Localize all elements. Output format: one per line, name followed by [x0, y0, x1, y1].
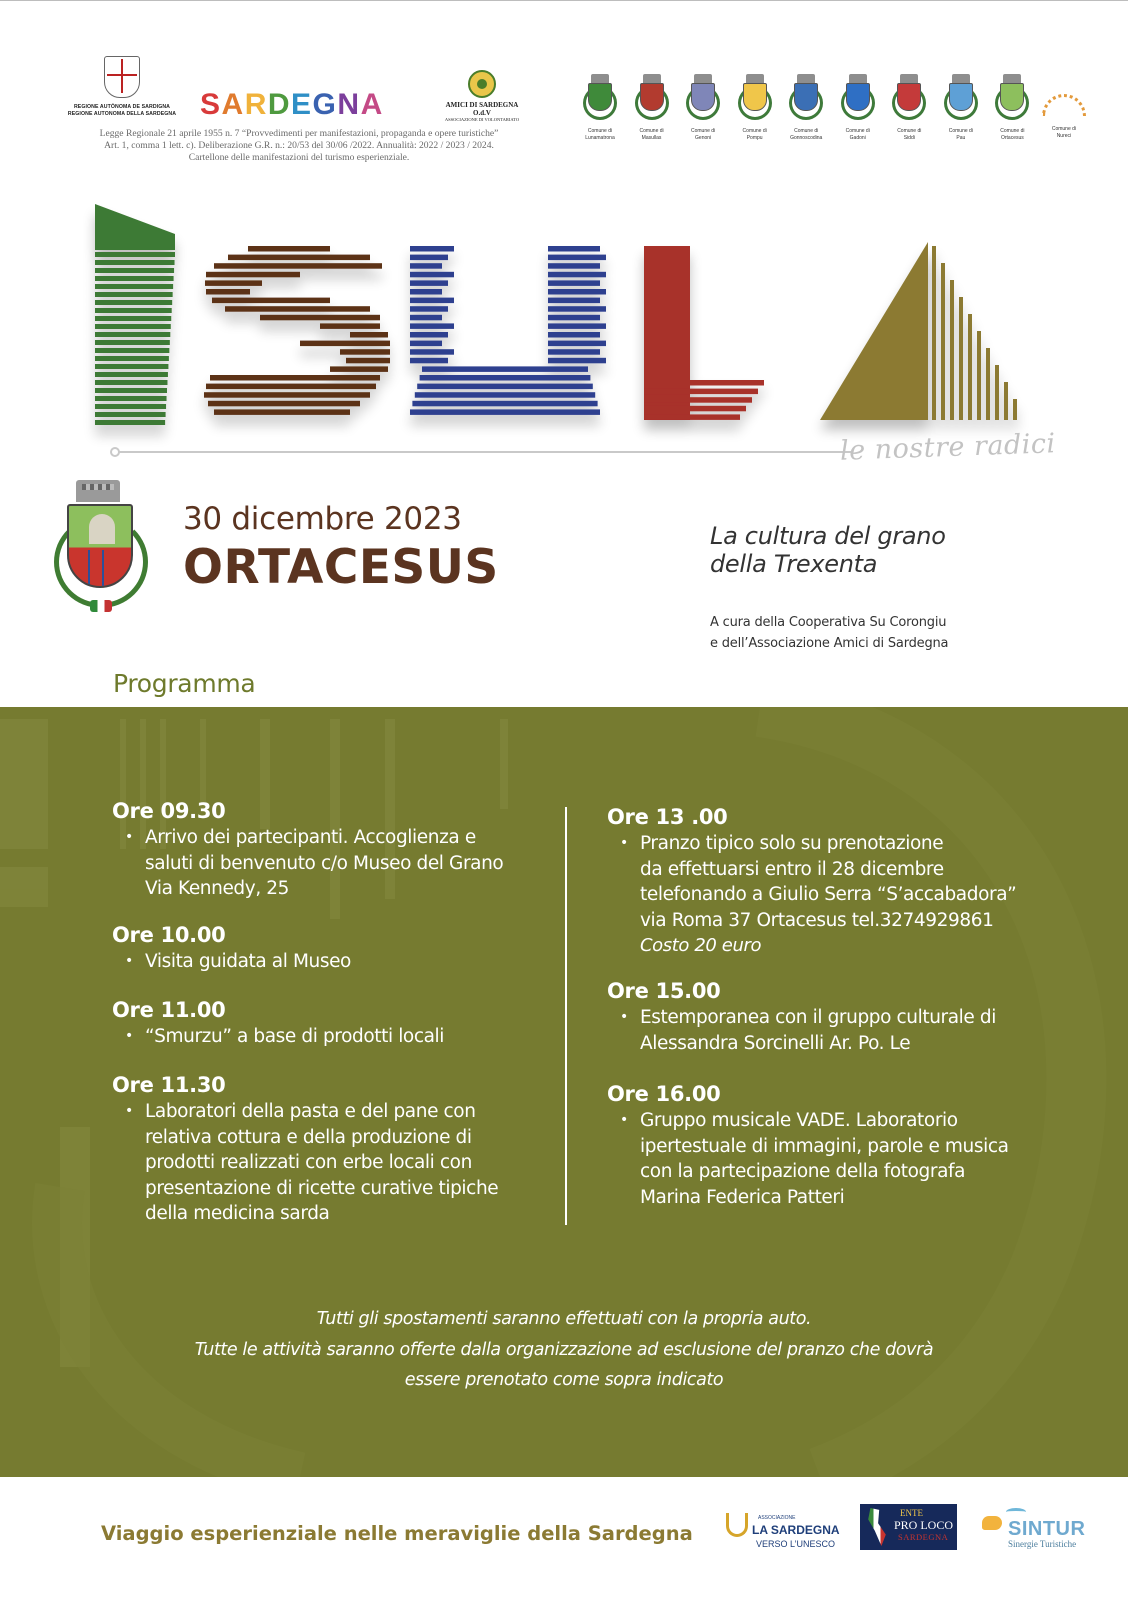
municipality-crest	[885, 74, 933, 156]
schedule-slot	[112, 798, 542, 902]
ortacesus-crest-icon	[52, 480, 150, 620]
letter-i-stripe	[95, 396, 167, 401]
letter-u-stripe	[410, 306, 448, 312]
letter-u-stripe	[410, 341, 442, 347]
letter-u-stripe	[410, 263, 442, 269]
letter-u-stripe	[548, 332, 600, 338]
event-curators	[710, 612, 948, 654]
unesco-logo-small: ASSOCIAZIONE	[758, 1515, 796, 1521]
letter-u-stripe	[548, 263, 600, 269]
letter-u-stripe	[548, 306, 606, 312]
law-reference	[66, 128, 532, 165]
letter-u-stripe	[410, 298, 454, 304]
curator-line: e dell’Associazione Amici di Sardegna	[710, 636, 949, 651]
schedule-slot	[112, 1072, 542, 1227]
unesco-logo-name: LA SARDEGNA	[752, 1523, 840, 1537]
letter-u-stripe	[410, 289, 442, 295]
municipality-crest	[834, 74, 882, 156]
programme-band	[0, 707, 1128, 1477]
municipality-crest	[679, 74, 727, 156]
proloco-line: SARDEGNA	[898, 1532, 949, 1542]
municipality-name: Gonnoscodina	[790, 134, 823, 141]
letter-i-stripe	[95, 260, 175, 265]
column-divider	[565, 807, 567, 1225]
sardegna-letter: D	[267, 88, 292, 121]
coat-of-arms-icon	[791, 74, 821, 126]
isula-title	[0, 190, 1128, 490]
municipality-label: Comune di	[794, 128, 819, 134]
letter-i-stripe	[95, 388, 167, 393]
letter-i-stripe	[95, 332, 170, 337]
regione-sardegna-logo	[66, 56, 178, 118]
letter-u-stripe	[548, 280, 600, 286]
municipality-label: Comune di	[587, 128, 613, 134]
slot-note: Costo 20 euro	[640, 935, 762, 956]
letter-a-bar	[986, 348, 990, 420]
region-name-sardinian: REGIONE AUTÒNOMA DE SARDIGNA	[73, 104, 171, 110]
letter-l	[644, 246, 764, 420]
slot-description: • Estemporanea con il gruppo culturale di Alessandra Sorcinelli Ar. Po. Le	[607, 1005, 1047, 1056]
letter-i	[95, 204, 175, 425]
proloco-line: ENTE	[900, 1508, 923, 1518]
letter-l-stripe	[644, 414, 740, 420]
municipality-label: Comune di	[691, 128, 716, 134]
letter-i-stripe	[95, 348, 169, 353]
letter-s	[204, 246, 390, 415]
letter-s-stripe	[320, 323, 380, 329]
letter-i-stripe	[95, 268, 174, 273]
law-line: Cartellone delle manifestazioni del turismo esperienziale.	[188, 152, 410, 164]
municipality-name: Pau	[956, 134, 966, 141]
sintur-mark-icon	[982, 1516, 1002, 1530]
municipality-name: Lunamatrona	[585, 134, 615, 141]
coat-of-arms-icon	[894, 74, 924, 126]
letter-u-stripe	[412, 401, 597, 407]
title-slogan: le nostre radici	[839, 428, 1057, 467]
four-moors-crest-icon	[104, 56, 140, 98]
amici-di-sardegna-logo	[438, 70, 526, 123]
letter-s-stripe	[330, 366, 388, 372]
municipality-crest	[782, 74, 830, 156]
letter-l-stripe	[644, 406, 746, 412]
letter-u-stripe	[415, 392, 595, 398]
nureci-logo-icon	[1042, 94, 1086, 116]
letter-i-stripe	[95, 324, 171, 329]
letter-s-stripe	[206, 289, 250, 295]
footnote-line: essere prenotato come sopra indicato	[404, 1370, 724, 1390]
letter-s-stripe	[206, 384, 376, 390]
municipality-name: Genoni	[695, 134, 712, 141]
sardegna-letter: S	[200, 88, 222, 121]
letter-i-stripe	[95, 364, 168, 369]
programme-heading: Programma	[113, 669, 256, 698]
letter-s-stripe	[214, 263, 382, 269]
letter-a-bar	[932, 246, 936, 420]
slot-time: Ore 11.00	[112, 998, 226, 1022]
letter-s-stripe	[205, 280, 262, 286]
letter-i-stripe	[95, 372, 168, 377]
sintur-subtitle: Sinergie Turistiche	[1008, 1539, 1077, 1549]
municipality-label: Comune di	[948, 128, 973, 134]
programme-footnote	[100, 1304, 1028, 1396]
letter-i-accent	[95, 204, 175, 250]
letter-u	[410, 246, 606, 415]
letter-i-stripe	[95, 420, 165, 425]
letter-a-bar	[977, 331, 981, 420]
letter-i-stripe	[95, 404, 166, 409]
amici-subtitle: ASSOCIAZIONE DI VOLONTARIATO	[444, 117, 520, 122]
sintur-name: SINTUR	[1008, 1518, 1086, 1540]
letter-i-stripe	[95, 276, 174, 281]
letter-i-stripe	[95, 340, 170, 345]
letter-u-stripe	[548, 315, 600, 321]
footnote-line: Tutti gli spostamenti saranno effettuati con la propria auto.	[316, 1309, 812, 1329]
letter-s-stripe	[210, 375, 380, 381]
municipality-name: Ortacesus	[1000, 134, 1024, 141]
slot-time: Ore 11.30	[112, 1073, 226, 1097]
municipality-crest	[988, 74, 1036, 156]
municipality-crest	[1040, 74, 1088, 156]
letter-i-stripe	[95, 284, 173, 289]
letter-s-stripe	[248, 246, 330, 252]
letter-s-stripe	[208, 401, 360, 407]
title-underline	[112, 451, 852, 453]
schedule-slot	[112, 922, 542, 975]
letter-u-stripe	[410, 358, 448, 364]
letter-u-stripe	[548, 358, 606, 364]
unesco-logo-sub: VERSO L’UNESCO	[756, 1539, 836, 1549]
municipality-crest	[628, 74, 676, 156]
letter-i-stripe	[95, 300, 172, 305]
letter-u-stripe	[410, 246, 454, 252]
letter-a	[820, 242, 1017, 420]
letter-u-stripe	[548, 289, 606, 295]
letter-l-stripe	[644, 380, 764, 386]
schedule-slot	[112, 997, 542, 1050]
letter-u-stripe	[410, 409, 600, 415]
letter-u-stripe	[420, 375, 591, 381]
slot-time: Ore 10.00	[112, 923, 226, 947]
region-name-italian: REGIONE AUTONOMA DELLA SARDEGNA	[67, 111, 177, 117]
letter-i-stripe	[95, 292, 173, 297]
letter-s-stripe	[340, 349, 390, 355]
coat-of-arms-icon	[843, 74, 873, 126]
slot-description: • Visita guidata al Museo	[112, 949, 542, 975]
letter-l-stripe	[644, 397, 752, 403]
slot-description: • Gruppo musicale VADE. Laboratorio ipertestuale di immagini, parole e musica con la partecipazione della fotografa Marina Federica Patteri	[607, 1108, 1047, 1210]
letter-a-bar	[959, 297, 963, 420]
coat-of-arms-icon	[637, 74, 667, 126]
letter-s-stripe	[225, 306, 370, 312]
letter-s-stripe	[212, 298, 330, 304]
municipality-label: Comune di	[639, 128, 664, 134]
municipality-name: Siddi	[903, 134, 915, 141]
letter-a-bar	[1004, 382, 1008, 420]
letter-u-stripe	[410, 315, 442, 321]
slot-time: Ore 13 .00	[607, 805, 728, 829]
slot-time: Ore 16.00	[607, 1082, 721, 1106]
letter-s-stripe	[204, 392, 370, 398]
slot-description: • Arrivo dei partecipanti. Accoglienza e saluti di benvenuto c/o Museo del Grano Via Kennedy, 25	[112, 825, 542, 902]
letter-s-stripe	[206, 272, 300, 278]
proloco-line: PRO LOCO	[894, 1518, 954, 1532]
municipality-label: Comune di	[897, 128, 922, 134]
amici-badge-icon	[468, 70, 496, 98]
sardegna-letter: A	[221, 88, 245, 121]
letter-a-bar	[1013, 399, 1017, 420]
letter-l-stripe	[644, 389, 758, 395]
sintur-wave-icon	[1006, 1508, 1026, 1516]
municipality-label: Comune di	[1000, 128, 1025, 134]
letter-u-stripe	[548, 323, 606, 329]
coat-of-arms-icon	[997, 74, 1027, 126]
letter-i-stripe	[95, 380, 167, 385]
letter-i-stripe	[95, 412, 166, 417]
municipality-name: Masullas	[641, 134, 662, 141]
coat-of-arms-icon	[688, 74, 718, 126]
letter-u-stripe	[548, 255, 606, 261]
letter-a-bar	[968, 314, 972, 420]
letter-u-stripe	[410, 280, 448, 286]
letter-s-stripe	[300, 341, 390, 347]
letter-i-stripe	[95, 308, 172, 313]
slot-description: • “Smurzu” a base di prodotti locali	[112, 1024, 542, 1050]
curator-line: A cura della Cooperativa Su Corongiu	[710, 615, 947, 630]
tagline-line: La cultura del grano	[710, 522, 946, 550]
sintur-logo	[982, 1506, 1094, 1550]
coat-of-arms-icon	[585, 74, 615, 126]
top-rule	[0, 0, 1128, 1]
law-line: Legge Regionale 21 aprile 1955 n. 7 “Provvedimenti per manifestazioni, propaganda e opere turistiche”	[99, 128, 499, 139]
event-date: 30 dicembre 2023	[183, 501, 462, 537]
horns-icon	[726, 1513, 748, 1537]
sardegna-letter: A	[360, 88, 384, 121]
footnote-line: Tutte le attività saranno offerte dalla organizzazione ad esclusione del pranzo che dovrà	[194, 1339, 934, 1360]
event-tagline	[710, 522, 946, 578]
letter-u-stripe	[422, 366, 588, 372]
municipality-crests	[576, 74, 1088, 156]
letter-i-stripe	[95, 316, 171, 321]
letter-u-stripe	[410, 349, 454, 355]
municipality-label: Comune di	[845, 128, 870, 134]
schedule-slot	[607, 1081, 1047, 1210]
letter-s-stripe	[214, 409, 350, 415]
sardegna-letter: N	[337, 88, 361, 121]
letter-u-stripe	[548, 298, 600, 304]
letter-i-stripe	[95, 356, 169, 361]
letter-i-stripe	[95, 252, 175, 257]
municipality-name: Pompu	[746, 134, 763, 141]
letter-a-bar	[995, 365, 999, 420]
letter-u-stripe	[548, 349, 600, 355]
letter-a-bar	[941, 263, 945, 420]
letter-s-stripe	[260, 315, 380, 321]
letter-u-stripe	[548, 272, 606, 278]
letter-u-stripe	[548, 341, 606, 347]
slot-time: Ore 15.00	[607, 979, 721, 1003]
municipality-label: Comune di	[742, 128, 767, 134]
footer-slogan: Viaggio esperienziale nelle meraviglie della Sardegna	[101, 1522, 693, 1545]
slot-time: Ore 09.30	[112, 799, 226, 823]
coat-of-arms-icon	[946, 74, 976, 126]
law-line: Art. 1, comma 1 lett. c). Deliberazione G.R. n.: 20/53 del 30/06 /2022. Annualità: 2022 / 2023 / 2024.	[104, 140, 494, 152]
letter-u-stripe	[548, 246, 600, 252]
municipality-crest	[576, 74, 624, 156]
coat-of-arms-icon	[740, 74, 770, 126]
sardegna-logo	[200, 88, 384, 122]
amici-name: AMICI DI SARDEGNA O.d.V	[445, 101, 519, 117]
sardegna-letter: R	[244, 88, 268, 121]
italy-map-icon	[866, 1508, 888, 1546]
slot-description: • Laboratori della pasta e del pane con relativa cottura e della produzione di prodotti realizzati con erbe locali con presentazione di ricette curative tipiche della medicina sarda	[112, 1099, 542, 1227]
letter-u-stripe	[417, 384, 593, 390]
schedule-slot	[607, 804, 1047, 958]
letter-s-stripe	[346, 358, 390, 364]
municipality-label: Comune di	[1051, 126, 1077, 132]
slot-description: • Pranzo tipico solo su prenotazione da effettuarsi entro il 28 dicembre telefonando a Giulio Serra “S’accabadora” via Roma 37 Ortacesus tel.3274929861	[607, 831, 1047, 933]
municipality-name: Gadoni	[849, 134, 866, 141]
schedule-slot	[607, 978, 1047, 1056]
header	[0, 0, 1128, 175]
title-underline-dot	[110, 447, 120, 457]
letter-s-stripe	[350, 332, 388, 338]
letter-s-stripe	[228, 255, 370, 261]
pro-loco-sardegna-logo	[860, 1504, 957, 1550]
letter-u-stripe	[410, 332, 448, 338]
sardegna-letter: E	[291, 88, 313, 121]
letter-u-stripe	[410, 272, 454, 278]
tagline-line: della Trexenta	[710, 550, 878, 578]
municipality-crest	[937, 74, 985, 156]
sardegna-letter: G	[312, 88, 338, 121]
municipality-crest	[731, 74, 779, 156]
la-sardegna-unesco-logo	[724, 1513, 840, 1553]
municipality-name: Nureci	[1056, 132, 1072, 139]
letter-u-stripe	[410, 323, 454, 329]
letter-a-bar	[950, 280, 954, 420]
letter-u-stripe	[410, 255, 448, 261]
event-town: ORTACESUS	[183, 540, 499, 595]
